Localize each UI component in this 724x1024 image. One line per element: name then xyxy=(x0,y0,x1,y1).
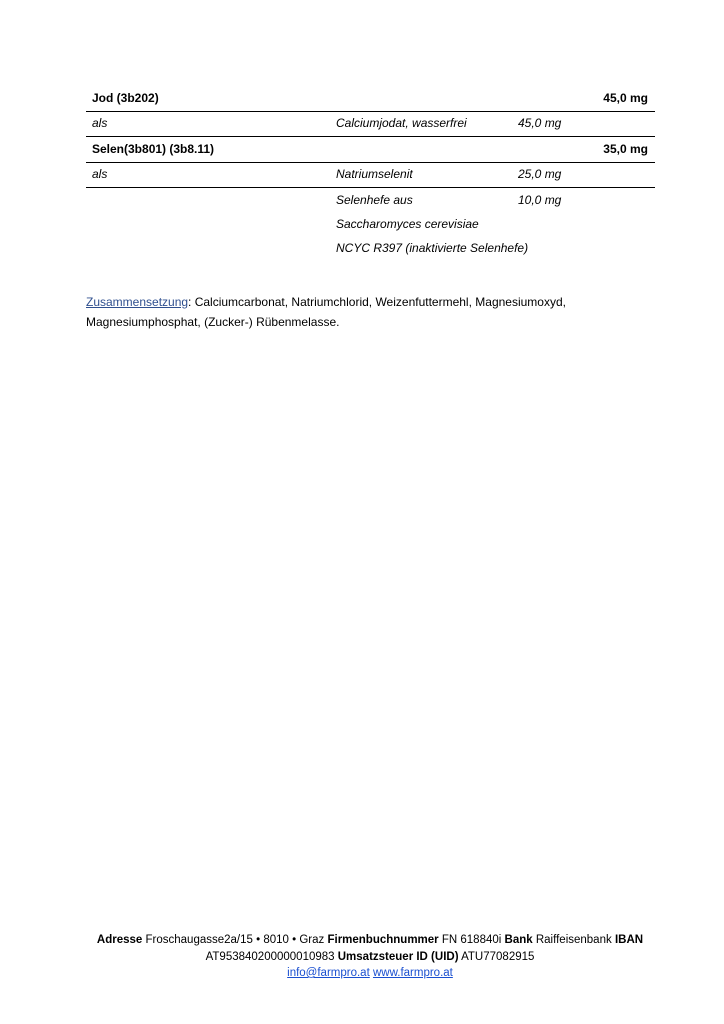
footer xyxy=(60,932,680,982)
uid: ATU77082915 xyxy=(461,950,535,963)
composition xyxy=(86,292,646,332)
uid-label: Umsatzsteuer ID (UID) xyxy=(337,950,459,963)
table-row xyxy=(86,162,655,188)
compound-name: Natriumselenit xyxy=(336,167,413,181)
table-row xyxy=(86,111,655,137)
bank: Raiffeisenbank xyxy=(535,934,612,946)
address: Froschaugasse2a/15 • 8010 • Graz xyxy=(145,934,325,946)
nutrient-amount: 35,0 mg xyxy=(603,142,648,156)
table-row xyxy=(86,212,655,237)
table-row xyxy=(86,86,655,112)
compound-amount: 25,0 mg xyxy=(518,167,562,181)
fb-label: Firmenbuchnummer xyxy=(327,934,439,946)
compound-name: NCYC R397 (inaktivierte Selenhefe) xyxy=(336,241,529,255)
nutrient-amount: 45,0 mg xyxy=(603,91,648,105)
nutrient-name: Selen(3b801) (3b8.11) xyxy=(92,142,215,156)
compound-name: Calciumjodat, wasserfrei xyxy=(336,116,467,130)
compound-name: Saccharomyces cerevisiae xyxy=(336,217,479,231)
website-link[interactable]: www.farmpro.at xyxy=(372,967,453,979)
email-link[interactable]: info@farmpro.at xyxy=(287,967,370,979)
as-label: als xyxy=(92,167,108,181)
compound-amount: 10,0 mg xyxy=(518,193,562,207)
bank-label: Bank xyxy=(504,934,533,946)
as-label: als xyxy=(92,116,108,130)
iban-label: IBAN xyxy=(614,934,644,946)
composition-label: Zusammensetzung xyxy=(86,295,189,309)
compound-amount: 45,0 mg xyxy=(518,116,562,130)
nutrient-name: Jod (3b202) xyxy=(92,91,159,105)
fb-number: FN 618840i xyxy=(441,934,502,946)
table-row xyxy=(86,137,655,163)
composition-text: : Calciumcarbonat, Natriumchlorid, Weizenfuttermehl, Magnesiumoxyd, Magnesiumphosphat, (Zucker-) Rübenmelasse. xyxy=(86,295,566,329)
table-row xyxy=(86,236,655,261)
table-row xyxy=(86,188,655,213)
iban: AT953840200000010983 xyxy=(205,950,335,963)
address-label: Adresse xyxy=(96,934,143,946)
compound-name: Selenhefe aus xyxy=(336,193,413,207)
